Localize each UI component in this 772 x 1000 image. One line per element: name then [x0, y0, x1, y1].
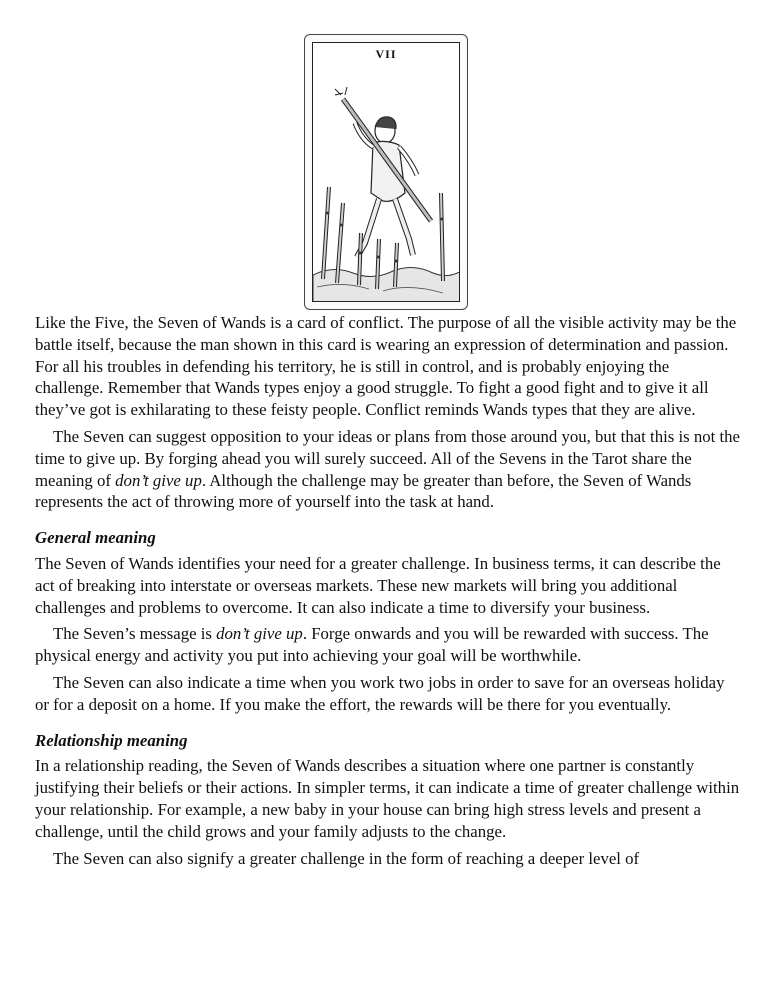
paragraph-4-emphasis: don’t give up: [216, 624, 303, 644]
heading-relationship-meaning: Relationship meaning: [35, 730, 188, 750]
heading-general-meaning: General meaning: [35, 528, 156, 548]
tarot-card: [304, 34, 468, 310]
card-frame: [312, 42, 460, 302]
paragraph-1: Like the Five, the Seven of Wands is a card of conflict. The purpose of all the visible activity may be the battle itself, because the man shown in this card is wearing an expression of determination and passion. For all his troubles in defending his territory, he is still in control, and is probably enjoying the challenge. Remember that Wands types enjoy a good struggle. To fight a good fight and to give it all they’ve got is exhilarating to these feisty people. Conflict reminds Wands types that they are alive.: [35, 313, 737, 420]
paragraph-5: The Seven can also indicate a time when you work two jobs in order to save for an overseas holiday or for a deposit on a home. If you make the effort, the rewards will be there for you eventually.: [35, 672, 725, 714]
seven-of-wands-illustration: [313, 43, 460, 302]
paragraph-4-part-a: The Seven’s message is: [53, 624, 217, 644]
paragraph-2-part-a: The Seven can suggest opposition to your ideas or plans from those around you, but that this is not the time to give up. By forging ahead you will surely succeed. All of the Sevens in the Tarot share the meaning of: [35, 426, 740, 490]
paragraph-6: In a relationship reading, the Seven of Wands describes a situation where one partner is constantly justifying their beliefs or their actions. In simpler terms, it can indicate a time of greater challenge within your relationship. For example, a new baby in your house can bring high stress levels and present a challenge, until the child grows and your family adjusts to the change.: [35, 756, 740, 841]
paragraph-2: [35, 426, 740, 513]
card-numeral: VII: [375, 47, 397, 61]
paragraph-3: The Seven of Wands identifies your need for a greater challenge. In business terms, it can describe the act of breaking into interstate or overseas markets. These new markets will bring you additional challenges and problems to overcome. It can also indicate a time to diversify your business.: [35, 553, 721, 617]
paragraph-4: [35, 623, 740, 667]
paragraph-7: The Seven can also signify a greater challenge in the form of reaching a deeper level of: [53, 848, 640, 868]
paragraph-4-part-b: . Forge onwards and you will be rewarded with success. The physical energy and activity you put into achieving your goal will be worthwhile.: [35, 624, 709, 666]
body-text: [35, 312, 740, 869]
paragraph-2-emphasis: don’t give up: [115, 470, 202, 490]
paragraph-2-part-b: . Although the challenge may be greater than before, the Seven of Wands represents the act of throwing more of yourself into the task at hand.: [35, 470, 692, 512]
